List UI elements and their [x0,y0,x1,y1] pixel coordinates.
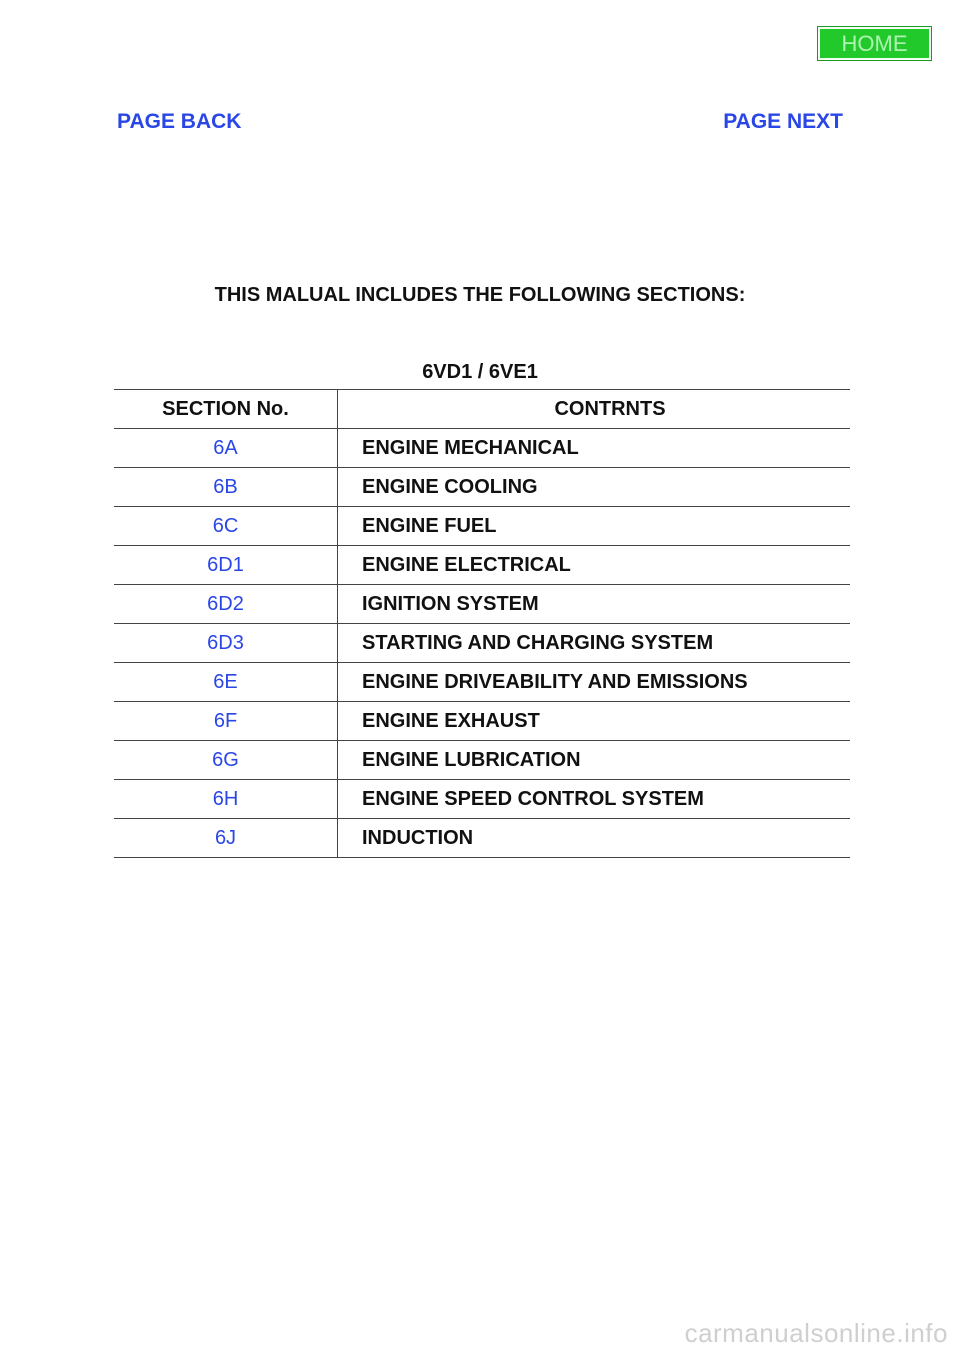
contents-cell: ENGINE FUEL [338,507,851,546]
sections-table [114,389,850,858]
header-section-no: SECTION No. [114,390,338,429]
section-cell [114,663,338,702]
section-link-6c[interactable]: 6C [212,514,239,537]
table-row [114,546,850,585]
contents-cell: ENGINE MECHANICAL [338,429,851,468]
section-cell [114,741,338,780]
contents-cell: ENGINE ELECTRICAL [338,546,851,585]
table-row [114,702,850,741]
section-cell [114,468,338,507]
intro-heading: THIS MALUAL INCLUDES THE FOLLOWING SECTIONS: [214,284,746,306]
section-cell [114,702,338,741]
table-header-row [114,390,850,429]
section-cell [114,780,338,819]
page-back-link[interactable]: PAGE BACK [117,110,242,133]
contents-cell: IGNITION SYSTEM [338,585,851,624]
section-link-6a[interactable]: 6A [213,436,238,459]
contents-cell: ENGINE COOLING [338,468,851,507]
page-next-link[interactable]: PAGE NEXT [723,110,843,133]
model-heading: 6VD1 / 6VE1 [422,361,538,383]
table-row [114,585,850,624]
section-cell [114,507,338,546]
section-link-6f[interactable]: 6F [213,709,238,732]
table-row [114,468,850,507]
section-cell [114,546,338,585]
section-cell [114,429,338,468]
section-link-6d3[interactable]: 6D3 [207,631,244,654]
table-row [114,429,850,468]
section-link-6b[interactable]: 6B [213,475,238,498]
home-button[interactable]: HOME [818,27,931,60]
table-row [114,624,850,663]
contents-cell: ENGINE SPEED CONTROL SYSTEM [338,780,851,819]
contents-cell: ENGINE EXHAUST [338,702,851,741]
section-cell [114,585,338,624]
section-link-6g[interactable]: 6G [212,748,239,771]
watermark: carmanualsonline.info [684,1318,948,1348]
section-link-6d1[interactable]: 6D1 [207,553,244,576]
section-cell [114,624,338,663]
section-cell [114,819,338,858]
section-link-6d2[interactable]: 6D2 [207,592,244,615]
section-link-6h[interactable]: 6H [212,787,239,810]
table-row [114,663,850,702]
table-row [114,507,850,546]
section-link-6e[interactable]: 6E [213,670,238,693]
contents-cell: ENGINE DRIVEABILITY AND EMISSIONS [338,663,851,702]
contents-cell: STARTING AND CHARGING SYSTEM [338,624,851,663]
table-row [114,780,850,819]
section-link-6j[interactable]: 6J [214,826,237,849]
table-row [114,819,850,858]
table-row [114,741,850,780]
contents-cell: ENGINE LUBRICATION [338,741,851,780]
header-contents: CONTRNTS [338,390,851,429]
contents-cell: INDUCTION [338,819,851,858]
